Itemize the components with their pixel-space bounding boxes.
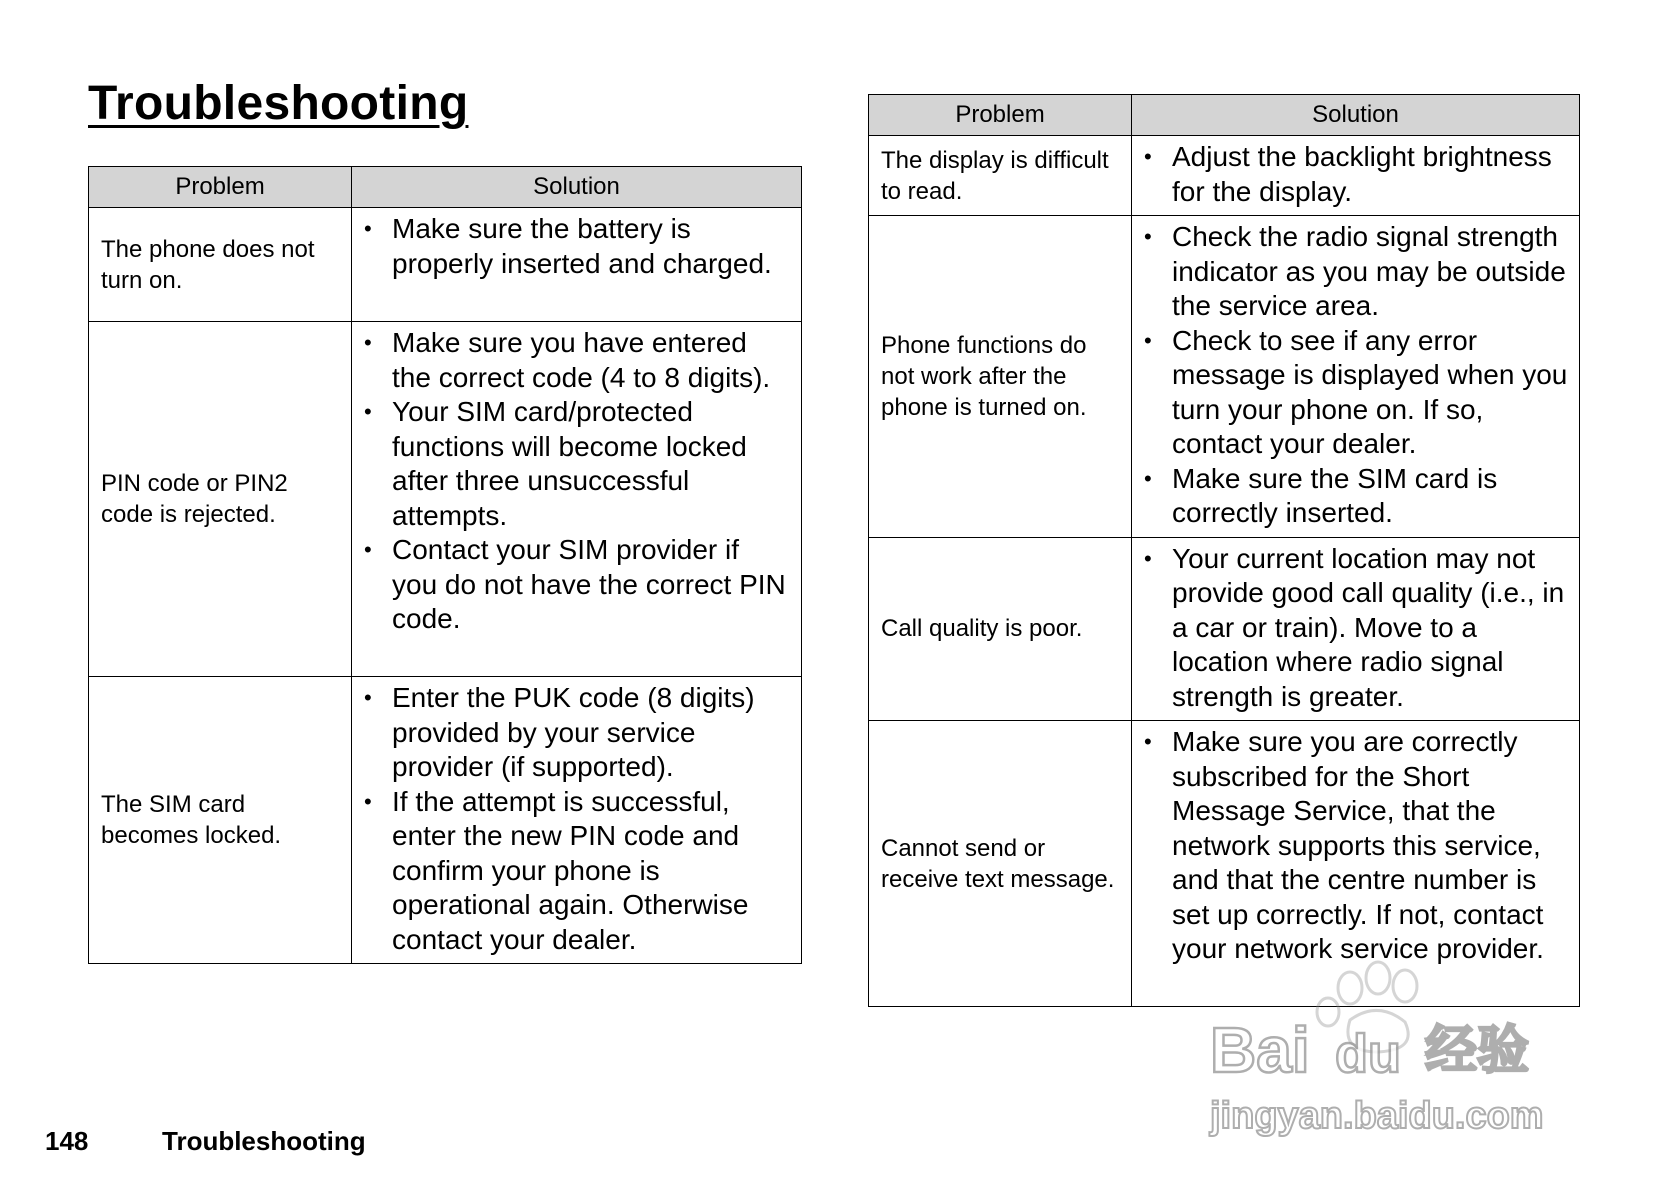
solution-cell — [1132, 136, 1580, 216]
solution-list — [364, 681, 791, 957]
solution-cell — [1132, 216, 1580, 538]
header-solution: Solution — [352, 167, 802, 208]
svg-text:经验: 经验 — [1425, 1021, 1530, 1081]
solution-item: • Make sure the battery is properly inserted and charged. — [364, 212, 791, 281]
solution-list — [1144, 220, 1569, 531]
solution-list — [364, 326, 791, 637]
problem-cell: Call quality is poor. — [869, 537, 1132, 721]
solution-item: • If the attempt is successful, enter the new PIN code and confirm your phone is operational again. Otherwise contact your dealer. — [364, 785, 791, 958]
table-row — [89, 322, 802, 677]
table-header-row — [869, 95, 1580, 136]
table-row — [869, 537, 1580, 721]
table-row — [869, 216, 1580, 538]
solution-item: • Contact your SIM provider if you do not have the correct PIN code. — [364, 533, 791, 637]
solution-item: • Enter the PUK code (8 digits) provided by your service provider (if supported). — [364, 681, 791, 785]
problem-cell: Cannot send or receive text message. — [869, 721, 1132, 1007]
table-row — [869, 136, 1580, 216]
page-number: 148 — [45, 1126, 89, 1156]
header-problem: Problem — [869, 95, 1132, 136]
footer-section-title: Troubleshooting — [162, 1126, 366, 1156]
problem-cell: PIN code or PIN2 code is rejected. — [89, 322, 352, 677]
solution-item: • Check to see if any error message is displayed when you turn your phone on. If so, contact your dealer. — [1144, 324, 1569, 462]
solution-cell — [352, 322, 802, 677]
problem-cell: The display is difficult to read. — [869, 136, 1132, 216]
table-header-row — [89, 167, 802, 208]
solution-item: • Check the radio signal strength indicator as you may be outside the service area. — [1144, 220, 1569, 324]
svg-text:jingyan.baidu.com: jingyan.baidu.com — [1210, 1095, 1544, 1137]
solution-list — [1144, 140, 1569, 209]
solution-item: • Make sure you are correctly subscribed for the Short Message Service, that the network supports this service, and that the centre number is set up correctly. If not, contact your network service provider. — [1144, 725, 1569, 967]
solution-cell — [1132, 537, 1580, 721]
page-title: Troubleshooting — [88, 77, 469, 130]
problem-cell: The SIM card becomes locked. — [89, 677, 352, 964]
solution-item: • Adjust the backlight brightness for the display. — [1144, 140, 1569, 209]
table-row — [89, 677, 802, 964]
solution-item: • Make sure you have entered the correct code (4 to 8 digits). — [364, 326, 791, 395]
header-solution: Solution — [1132, 95, 1580, 136]
svg-text:du: du — [1335, 1024, 1401, 1084]
solution-list — [364, 212, 791, 281]
solution-item: • Your current location may not provide good call quality (i.e., in a car or train). Move to a location where radio signal strength is greater. — [1144, 542, 1569, 715]
table-row — [89, 208, 802, 322]
baidu-jingyan-watermark — [1200, 960, 1600, 1140]
solution-item: • Your SIM card/protected functions will become locked after three unsuccessful attempts. — [364, 395, 791, 533]
header-problem: Problem — [89, 167, 352, 208]
svg-text:Bai: Bai — [1210, 1014, 1310, 1086]
problem-cell: The phone does not turn on. — [89, 208, 352, 322]
problem-cell: Phone functions do not work after the phone is turned on. — [869, 216, 1132, 538]
solution-cell — [352, 677, 802, 964]
troubleshooting-table-left — [88, 166, 802, 964]
troubleshooting-table-right — [868, 94, 1580, 1007]
solution-cell — [352, 208, 802, 322]
solution-list — [1144, 725, 1569, 967]
solution-list — [1144, 542, 1569, 715]
solution-item: • Make sure the SIM card is correctly inserted. — [1144, 462, 1569, 531]
